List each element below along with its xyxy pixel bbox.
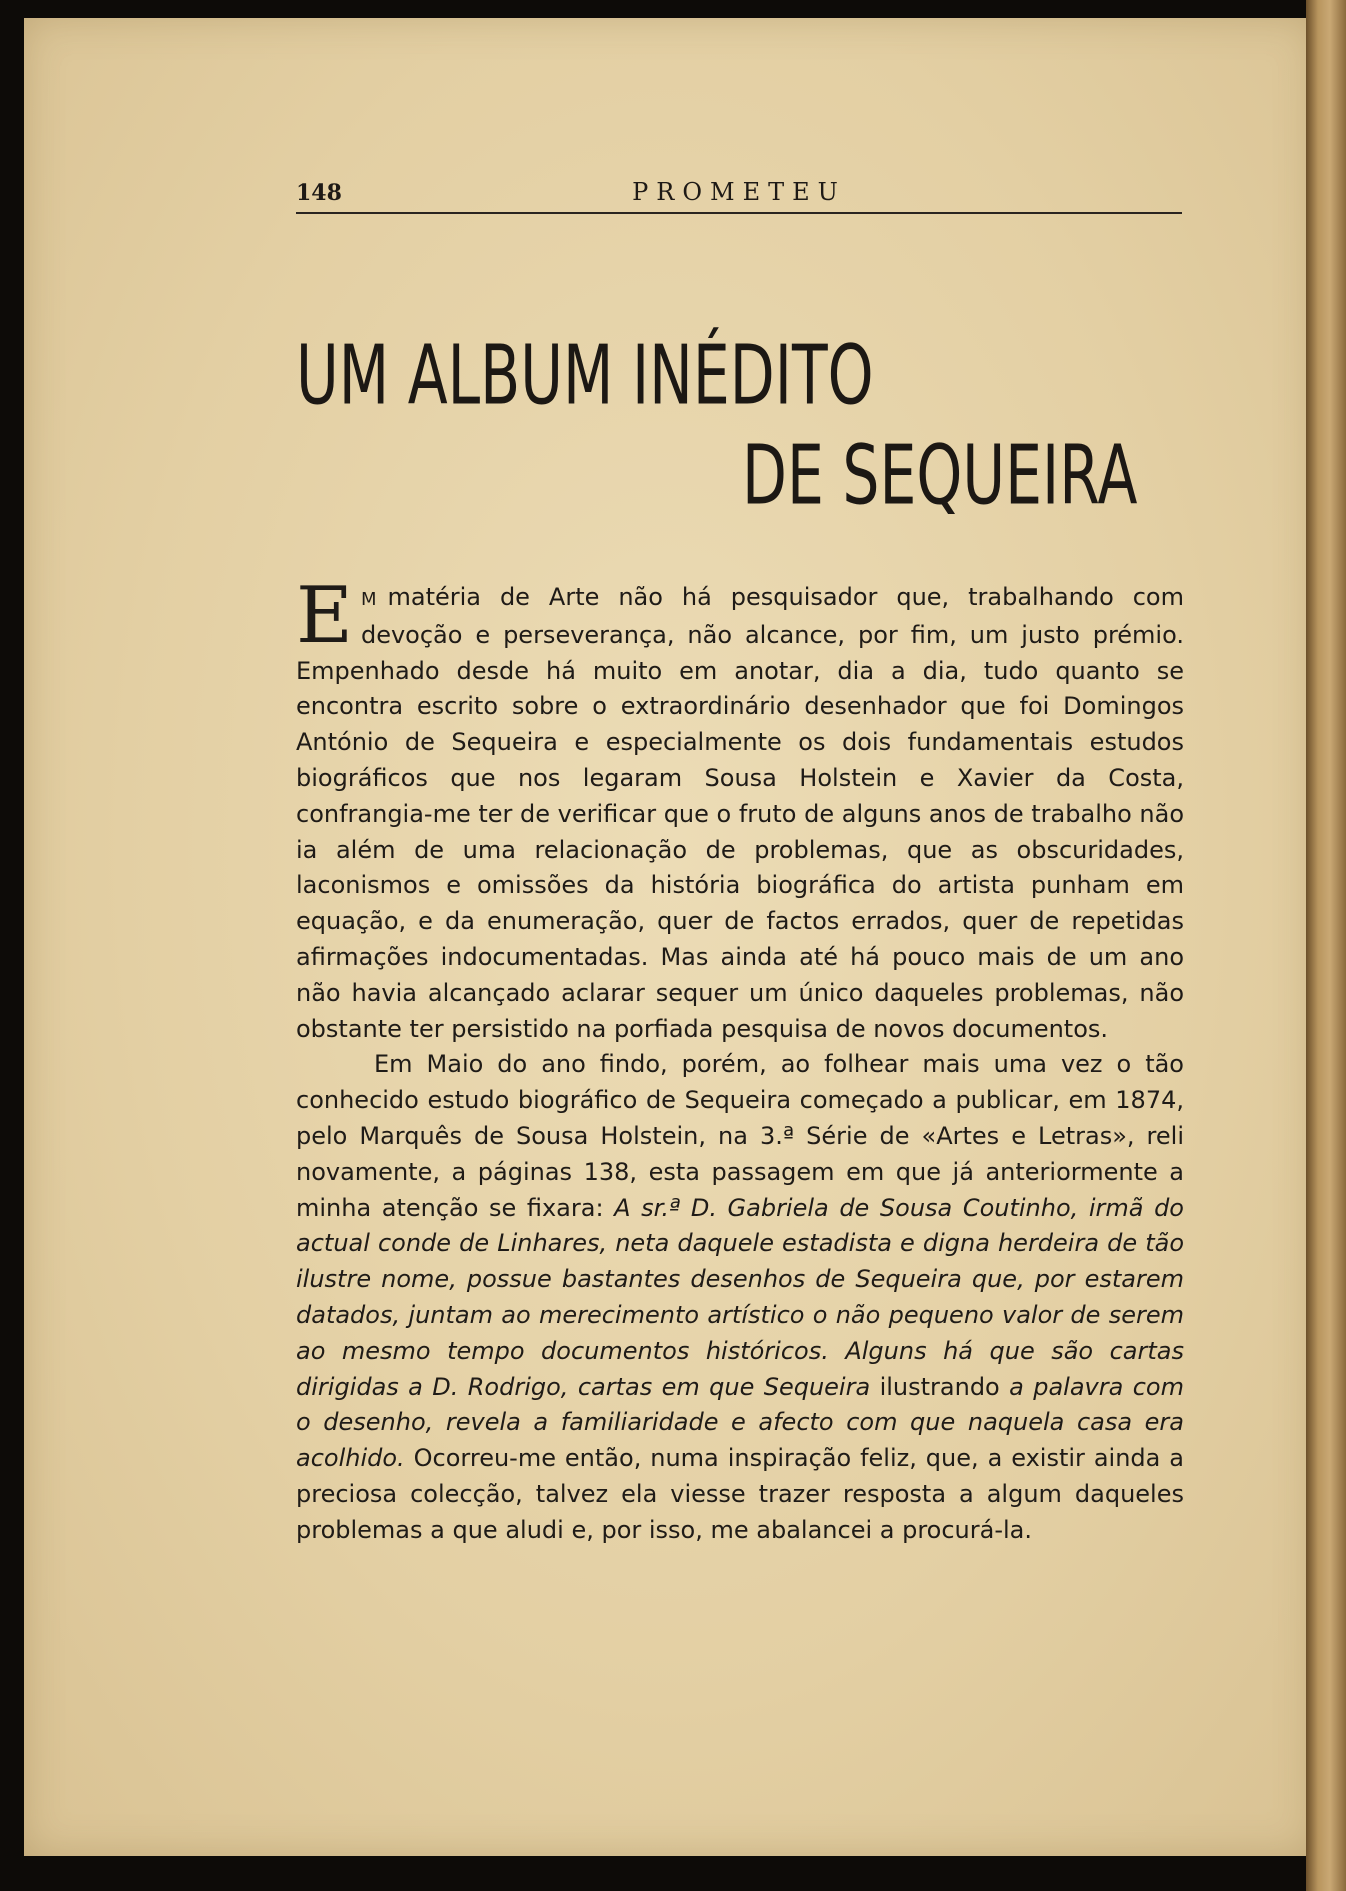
article-body [296, 571, 1185, 1549]
article-title-line-2: DE SEQUEIRA [742, 428, 1138, 523]
paragraph-2 [296, 1047, 1184, 1548]
paragraph-2-quote-a: A sr.ª D. Gabriela de Sousa Coutinho, irmã do actual conde de Linhares, neta daquele estadista e digna herdeira de tão ilustre nome, possue bastantes desenhos de Sequeira que, por estarem datados, juntam ao merecimento artístico o não pequeno valor de serem ao mesmo tempo documentos históricos. Alguns há que são cartas dirigidas a D. Rodrigo, cartas em que Sequeira [296, 1193, 1184, 1401]
article-title-line-1: UM ALBUM INÉDITO [296, 328, 874, 423]
paragraph-1-text: matéria de Arte não há pesquisador que, trabalhando com devoção e perseverança, não alcance, por fim, um justo prémio. Empenhado desde há muito em anotar, dia a dia, tudo quanto se encontra escrito sobre o extraordinário desenhador que foi Domingos António de Sequeira e especialmente os dois fundamentais estudos biográficos que nos legaram Sousa Holstein e Xavier da Costa, confrangia-me ter de verificar que o fruto de alguns anos de trabalho não ia além de uma relacionação de problemas, que as obscuridades, laconismos e omissões da história biográfica do artista punham em equação, e da enumeração, quer de factos errados, quer de repetidas afirmações indocumentadas. Mas ainda até há pouco mais de um ano não havia alcançado aclarar sequer um único daqueles problemas, não obstante ter persistido na porfiada pesquisa de novos documentos. [296, 583, 1184, 1043]
adjacent-page-edge [1306, 0, 1346, 1891]
paragraph-2-text-b: ilustrando [879, 1372, 1000, 1401]
paragraph-2-quote-b: a palavra com o desenho, revela a familiaridade e afecto com que naquela casa era acolhido. [296, 1372, 1184, 1473]
smallcap-letter: M [360, 589, 378, 610]
paragraph-2-text-a: Em Maio do ano findo, porém, ao folhear mais uma vez o tão conhecido estudo biográfico de Sequeira começado a publicar, em 1874, pelo Marquês de Sousa Holstein, na 3.ª Série de «Artes e Letras», reli novamente, a páginas 138, esta passagem em que já anteriormente a minha atenção se fixara: [296, 1050, 1184, 1222]
drop-cap: E [296, 571, 353, 661]
paragraph-2-text-c: Ocorreu-me então, numa inspiração feliz, que, a existir ainda a preciosa colecção, talvez ela viesse trazer resposta a algum daqueles problemas a que aludi e, por isso, me abalancei a procurá-la. [296, 1444, 1185, 1544]
paragraph-1 [296, 571, 1184, 1047]
running-header [296, 178, 1182, 214]
journal-title: PROMETEU [632, 178, 846, 206]
page-number: 148 [296, 180, 342, 206]
